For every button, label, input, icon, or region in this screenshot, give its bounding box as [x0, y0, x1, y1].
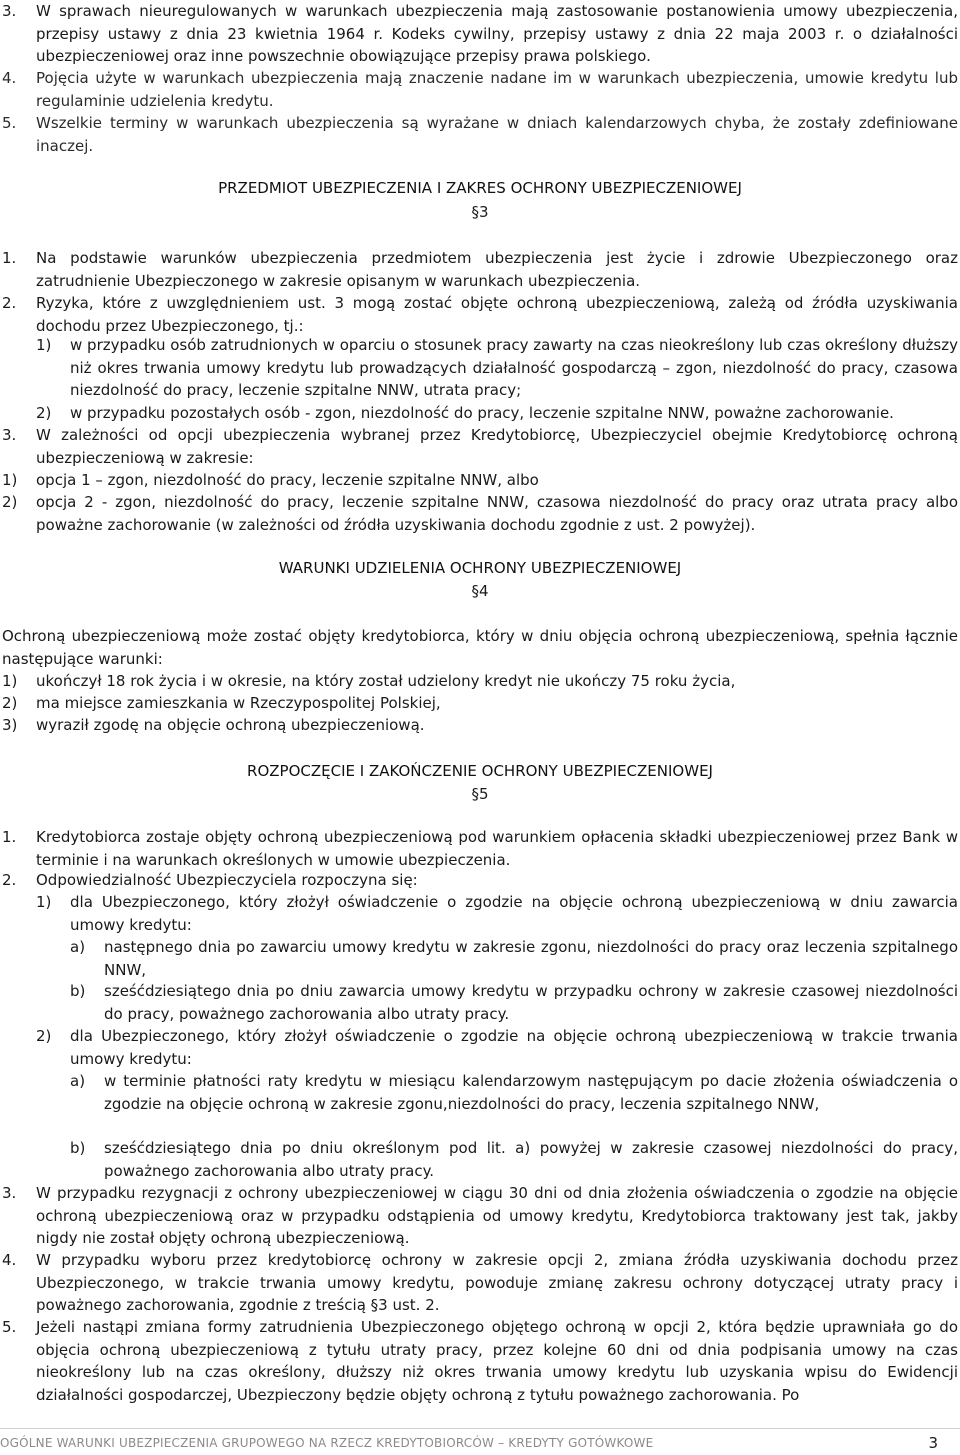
item-number: 1.: [2, 828, 17, 846]
section-heading: ROZPOCZĘCIE I ZAKOŃCZENIE OCHRONY UBEZPIECZENIOWEJ: [247, 762, 713, 780]
item-number: 1): [2, 672, 18, 690]
paragraph-number: 4.: [2, 69, 17, 87]
section-intro: [0, 625, 958, 670]
list-item: [0, 247, 958, 292]
list-item: [0, 1182, 958, 1250]
item-number: 3.: [2, 1184, 17, 1202]
item-text: W zależności od opcji ubezpieczenia wybranej przez Kredytobiorcę, Ubezpieczyciel obejmie Kredytobiorcę ochroną ubezpieczeniową w zakresie:: [36, 426, 958, 467]
item-number: 4.: [2, 1251, 17, 1269]
item-number: b): [70, 1139, 86, 1157]
item-text: ma miejsce zamieszkania w Rzeczypospolitej Polskiej,: [36, 694, 441, 712]
intro-text: Ochroną ubezpieczeniową może zostać objęty kredytobiorca, który w dniu objęcia ochroną ubezpieczeniową, spełnia łącznie następujące warunki:: [2, 627, 958, 668]
item-number: b): [70, 982, 86, 1000]
section-number: §3: [471, 203, 489, 221]
item-text: Kredytobiorca zostaje objęty ochroną ubezpieczeniową pod warunkiem opłacenia składki ubezpieczeniowej przez Bank w terminie i na warunkach określonych w umowie ubezpieczenia.: [36, 828, 958, 869]
item-text: dla Ubezpieczonego, który złożył oświadczenie o zgodzie na objęcie ochroną ubezpieczeniową w trakcie trwania umowy kredytu:: [70, 1027, 958, 1068]
item-number: 1): [2, 471, 18, 489]
item-text: dla Ubezpieczonego, który złożył oświadczenie o zgodzie na objęcie ochroną ubezpieczeniową w dniu zawarcia umowy kredytu:: [70, 893, 958, 934]
item-number: 2): [36, 404, 52, 422]
list-item: [0, 714, 958, 737]
item-text: w przypadku osób zatrudnionych w oparciu o stosunek pracy zawarty na czas nieokreślony lub czas określony dłuższy niż okres trwania umowy kredytu lub prowadzących działalność gospodarczą – zgon, niezdolność do pracy, czasowa niezdolność do pracy, leczenie szpitalne NNW, utrata pracy;: [70, 336, 958, 399]
list-item: [0, 692, 958, 715]
item-number: 2): [2, 493, 18, 511]
item-text: W przypadku wyboru przez kredytobiorcę ochrony w zakresie opcji 2, zmiana źródła uzyskiwania dochodu przez Ubezpieczonego, w trakcie trwania umowy kredytu, powoduje zmianę zakresu ochrony dotyczącej utraty pracy i poważnego zachorowania, zgodnie z treścią §3 ust. 2.: [36, 1251, 958, 1314]
item-text: W przypadku rezygnacji z ochrony ubezpieczeniowej w ciągu 30 dni od dnia złożenia oświadczenia o zgodzie na objęcie ochroną ubezpieczeniową oraz w przypadku odstąpienia od umowy kredytu, Kredytobiorca traktowany jest tak, jakby nigdy nie został objęty ochroną ubezpieczeniową.: [36, 1184, 958, 1247]
item-number: 1): [36, 893, 52, 911]
paragraph-text: Pojęcia użyte w warunkach ubezpieczenia mają znaczenie nadane im w warunkach ubezpieczenia, umowie kredytu lub regulaminie udzielenia kredytu.: [36, 69, 958, 110]
list-item: [0, 1316, 958, 1406]
sub-list-item: [0, 891, 958, 936]
item-number: 1.: [2, 249, 17, 267]
list-item: [0, 869, 958, 892]
item-number: a): [70, 938, 86, 956]
item-text: opcja 1 – zgon, niezdolność do pracy, leczenie szpitalne NNW, albo: [36, 471, 539, 489]
item-number: a): [70, 1072, 86, 1090]
list-item: [0, 1249, 958, 1317]
paragraph-text: Wszelkie terminy w warunkach ubezpieczenia są wyrażane w dniach kalendarzowych chyba, że zostały zdefiniowane inaczej.: [36, 114, 958, 155]
footer-divider: [0, 1428, 960, 1429]
paragraph-5: [0, 112, 958, 157]
item-number: 1): [36, 336, 52, 354]
item-number: 2): [2, 694, 18, 712]
paragraph-number: 5.: [2, 114, 17, 132]
item-number: 3): [2, 716, 18, 734]
footer-title: OGÓLNE WARUNKI UBEZPIECZENIA GRUPOWEGO NA RZECZ KREDYTOBIORCÓW – KREDYTY GOTÓWKOWE: [0, 1436, 654, 1450]
item-number: 2): [36, 1027, 52, 1045]
item-number: 5.: [2, 1318, 17, 1336]
section-number: §5: [471, 785, 489, 803]
list-item: [0, 292, 958, 337]
sub-list-item: [0, 402, 958, 425]
item-text: wyraził zgodę na objęcie ochroną ubezpieczeniową.: [36, 716, 425, 734]
item-text: sześćdziesiątego dnia po dniu określonym pod lit. a) powyżej w zakresie czasowej niezdolności do pracy, poważnego zachorowania albo utraty pracy.: [104, 1139, 958, 1180]
item-text: w terminie płatności raty kredytu w miesiącu kalendarzowym następującym po dacie złożenia oświadczenia o zgodzie na objęcie ochroną w zakresie zgonu,niezdolności do pracy, leczenia szpitalnego NNW,: [104, 1072, 958, 1113]
list-item: [0, 670, 958, 693]
sub-sub-list-item: [0, 1137, 958, 1182]
section-heading: WARUNKI UDZIELENIA OCHRONY UBEZPIECZENIOWEJ: [278, 559, 682, 577]
page-number: 3: [928, 1434, 938, 1452]
item-number: 2.: [2, 294, 17, 312]
item-text: ukończył 18 rok życia i w okresie, na który został udzielony kredyt nie ukończy 75 roku życia,: [36, 672, 736, 690]
section-number: §4: [471, 582, 489, 600]
item-text: Na podstawie warunków ubezpieczenia przedmiotem ubezpieczenia jest życie i zdrowie Ubezpieczonego oraz zatrudnienie Ubezpieczonego w zakresie opisanym w warunkach ubezpieczenia.: [36, 249, 958, 290]
section-heading: PRZEDMIOT UBEZPIECZENIA I ZAKRES OCHRONY UBEZPIECZENIOWEJ: [218, 179, 742, 197]
item-text: w przypadku pozostałych osób - zgon, niezdolność do pracy, leczenie szpitalne NNW, poważne zachorowanie.: [70, 404, 894, 422]
sub-sub-list-item: [0, 1070, 958, 1115]
sub-sub-list-item: [0, 980, 958, 1025]
item-text: Odpowiedzialność Ubezpieczyciela rozpoczyna się:: [36, 871, 418, 889]
sub-list-item: [0, 1025, 958, 1070]
item-text: następnego dnia po zawarciu umowy kredytu w zakresie zgonu, niezdolności do pracy oraz leczenia szpitalnego NNW,: [104, 938, 958, 979]
item-text: opcja 2 - zgon, niezdolność do pracy, leczenie szpitalne NNW, czasowa niezdolność do pracy oraz utrata pracy albo poważne zachorowanie (w zależności od źródła uzyskiwania dochodu zgodnie z ust. 2 powyżej).: [36, 493, 958, 534]
list-item: [0, 424, 958, 469]
paragraph-4: [0, 67, 958, 112]
item-number: 3.: [2, 426, 17, 444]
sub-sub-list-item: [0, 936, 958, 981]
list-item: [0, 491, 958, 536]
sub-list-item: [0, 334, 958, 402]
item-text: sześćdziesiątego dnia po dniu zawarcia umowy kredytu w przypadku ochrony w zakresie czasowej niezdolności do pracy, poważnego zachorowania albo utraty pracy.: [104, 982, 958, 1023]
item-text: Ryzyka, które z uwzględnieniem ust. 3 mogą zostać objęte ochroną ubezpieczeniową, zależą od źródła uzyskiwania dochodu przez Ubezpieczonego, tj.:: [36, 294, 958, 335]
list-item: [0, 469, 958, 492]
item-number: 2.: [2, 871, 17, 889]
item-text: Jeżeli nastąpi zmiana formy zatrudnienia Ubezpieczonego objętego ochroną w opcji 2, która będzie uprawniała go do objęcia ochroną ubezpieczeniową z tytułu utraty pracy, przez kolejne 60 dni od dnia podpisania umowy na czas nieokreślony lub na czas określony, dłuższy niż okres trwania umowy kredytu lub uzyskania wpisu do Ewidencji działalności gospodarczej, Ubezpieczony będzie objęty ochroną z tytułu poważnego zachorowania. Po: [36, 1318, 958, 1404]
paragraph-3: [0, 0, 958, 68]
paragraph-text: W sprawach nieuregulowanych w warunkach ubezpieczenia mają zastosowanie postanowienia umowy ubezpieczenia, przepisy ustawy z dnia 23 kwietnia 1964 r. Kodeks cywilny, przepisy ustawy z dnia 22 maja 2003 r. o działalności ubezpieczeniowej oraz inne powszechnie obowiązujące przepisy prawa polskiego.: [36, 2, 958, 65]
paragraph-number: 3.: [2, 2, 17, 20]
list-item: [0, 826, 958, 871]
